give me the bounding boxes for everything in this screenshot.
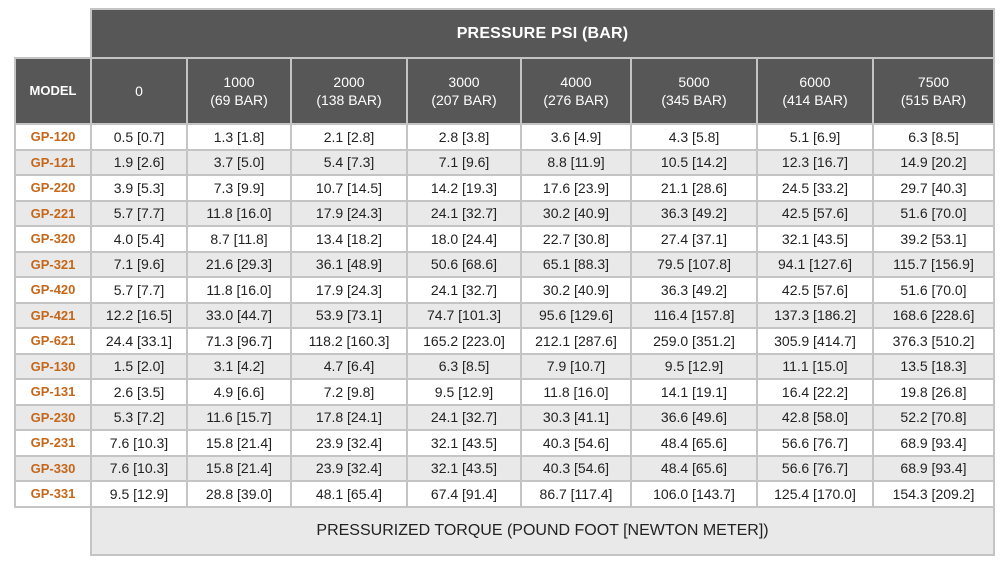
torque-value-cell: 6.3 [8.5] <box>407 354 521 380</box>
torque-value-cell: 16.4 [22.2] <box>757 379 873 405</box>
torque-value-cell: 40.3 [54.6] <box>521 430 631 456</box>
torque-value-cell: 3.1 [4.2] <box>187 354 291 380</box>
model-column-header: MODEL <box>15 58 91 124</box>
model-name-cell: GP-331 <box>15 481 91 507</box>
torque-value-cell: 7.1 [9.6] <box>407 150 521 176</box>
torque-value-cell: 42.8 [58.0] <box>757 405 873 431</box>
table-row <box>15 124 994 150</box>
torque-value-cell: 5.7 [7.7] <box>91 201 187 227</box>
torque-table <box>14 8 995 556</box>
torque-value-cell: 86.7 [117.4] <box>521 481 631 507</box>
torque-value-cell: 137.3 [186.2] <box>757 303 873 329</box>
pressure-psi-label: 6000 <box>799 74 831 90</box>
pressure-bar-label: (345 BAR) <box>661 92 727 108</box>
torque-value-cell: 9.5 [12.9] <box>91 481 187 507</box>
torque-value-cell: 48.1 [65.4] <box>291 481 407 507</box>
torque-value-cell: 56.6 [76.7] <box>757 430 873 456</box>
torque-value-cell: 33.0 [44.7] <box>187 303 291 329</box>
torque-value-cell: 42.5 [57.6] <box>757 277 873 303</box>
torque-value-cell: 24.1 [32.7] <box>407 201 521 227</box>
torque-value-cell: 18.0 [24.4] <box>407 226 521 252</box>
torque-value-cell: 7.6 [10.3] <box>91 430 187 456</box>
model-name-cell: GP-621 <box>15 328 91 354</box>
torque-value-cell: 32.1 [43.5] <box>407 456 521 482</box>
pressure-bar-label: (69 BAR) <box>210 92 268 108</box>
pressure-bar-label: (515 BAR) <box>900 92 967 108</box>
torque-value-cell: 36.3 [49.2] <box>631 201 757 227</box>
torque-value-cell: 15.8 [21.4] <box>187 456 291 482</box>
torque-value-cell: 40.3 [54.6] <box>521 456 631 482</box>
model-name-cell: GP-230 <box>15 405 91 431</box>
table-row <box>15 328 994 354</box>
pressure-column-header <box>91 58 187 124</box>
pressure-column-header <box>757 58 873 124</box>
pressure-column-header <box>521 58 631 124</box>
torque-value-cell: 14.9 [20.2] <box>873 150 994 176</box>
torque-value-cell: 5.4 [7.3] <box>291 150 407 176</box>
torque-value-cell: 7.2 [9.8] <box>291 379 407 405</box>
model-name-cell: GP-121 <box>15 150 91 176</box>
torque-value-cell: 4.3 [5.8] <box>631 124 757 150</box>
pressure-psi-label: 3000 <box>448 74 480 90</box>
torque-value-cell: 12.2 [16.5] <box>91 303 187 329</box>
pressure-psi-label: 2000 <box>333 74 365 90</box>
torque-value-cell: 30.2 [40.9] <box>521 277 631 303</box>
torque-value-cell: 7.9 [10.7] <box>521 354 631 380</box>
pressure-column-header <box>407 58 521 124</box>
model-name-cell: GP-220 <box>15 175 91 201</box>
torque-value-cell: 165.2 [223.0] <box>407 328 521 354</box>
torque-value-cell: 21.6 [29.3] <box>187 252 291 278</box>
table-row <box>15 430 994 456</box>
pressure-psi-label: 5000 <box>678 74 710 90</box>
torque-value-cell: 8.8 [11.9] <box>521 150 631 176</box>
torque-value-cell: 23.9 [32.4] <box>291 456 407 482</box>
pressure-psi-label: 7500 <box>917 74 950 90</box>
torque-value-cell: 14.2 [19.3] <box>407 175 521 201</box>
torque-value-cell: 10.5 [14.2] <box>631 150 757 176</box>
torque-value-cell: 68.9 [93.4] <box>873 456 994 482</box>
pressure-column-header <box>291 58 407 124</box>
table-row <box>15 252 994 278</box>
torque-value-cell: 116.4 [157.8] <box>631 303 757 329</box>
table-title: PRESSURE PSI (BAR) <box>91 9 994 58</box>
torque-value-cell: 51.6 [70.0] <box>873 201 994 227</box>
pressure-bar-label: (207 BAR) <box>431 92 497 108</box>
pressure-column-header <box>187 58 291 124</box>
pressure-column-header <box>873 58 994 124</box>
torque-value-cell: 2.8 [3.8] <box>407 124 521 150</box>
torque-value-cell: 10.7 [14.5] <box>291 175 407 201</box>
torque-value-cell: 30.3 [41.1] <box>521 405 631 431</box>
torque-value-cell: 28.8 [39.0] <box>187 481 291 507</box>
pressure-psi-label: 0 <box>135 83 143 99</box>
torque-value-cell: 4.0 [5.4] <box>91 226 187 252</box>
torque-value-cell: 79.5 [107.8] <box>631 252 757 278</box>
table-row <box>15 150 994 176</box>
torque-value-cell: 22.7 [30.8] <box>521 226 631 252</box>
table-body <box>15 124 994 507</box>
torque-value-cell: 2.6 [3.5] <box>91 379 187 405</box>
torque-value-cell: 3.7 [5.0] <box>187 150 291 176</box>
torque-value-cell: 71.3 [96.7] <box>187 328 291 354</box>
torque-value-cell: 9.5 [12.9] <box>631 354 757 380</box>
torque-value-cell: 23.9 [32.4] <box>291 430 407 456</box>
torque-value-cell: 50.6 [68.6] <box>407 252 521 278</box>
torque-value-cell: 29.7 [40.3] <box>873 175 994 201</box>
torque-value-cell: 36.6 [49.6] <box>631 405 757 431</box>
table-row <box>15 303 994 329</box>
pressure-psi-label: 4000 <box>560 74 592 90</box>
torque-value-cell: 24.1 [32.7] <box>407 277 521 303</box>
pressure-column-header <box>631 58 757 124</box>
torque-value-cell: 2.1 [2.8] <box>291 124 407 150</box>
torque-value-cell: 3.6 [4.9] <box>521 124 631 150</box>
table-row <box>15 481 994 507</box>
pressure-bar-label: (276 BAR) <box>543 92 609 108</box>
torque-value-cell: 30.2 [40.9] <box>521 201 631 227</box>
torque-value-cell: 115.7 [156.9] <box>873 252 994 278</box>
torque-value-cell: 67.4 [91.4] <box>407 481 521 507</box>
table-row <box>15 226 994 252</box>
torque-value-cell: 7.1 [9.6] <box>91 252 187 278</box>
torque-value-cell: 13.4 [18.2] <box>291 226 407 252</box>
table-row <box>15 175 994 201</box>
torque-value-cell: 212.1 [287.6] <box>521 328 631 354</box>
torque-value-cell: 17.9 [24.3] <box>291 201 407 227</box>
table-row <box>15 354 994 380</box>
torque-value-cell: 32.1 [43.5] <box>407 430 521 456</box>
torque-value-cell: 39.2 [53.1] <box>873 226 994 252</box>
torque-value-cell: 19.8 [26.8] <box>873 379 994 405</box>
model-name-cell: GP-130 <box>15 354 91 380</box>
torque-value-cell: 11.6 [15.7] <box>187 405 291 431</box>
model-name-cell: GP-231 <box>15 430 91 456</box>
torque-value-cell: 11.1 [15.0] <box>757 354 873 380</box>
torque-value-cell: 94.1 [127.6] <box>757 252 873 278</box>
model-name-cell: GP-420 <box>15 277 91 303</box>
table-row <box>15 405 994 431</box>
torque-value-cell: 0.5 [0.7] <box>91 124 187 150</box>
torque-value-cell: 8.7 [11.8] <box>187 226 291 252</box>
model-name-cell: GP-320 <box>15 226 91 252</box>
torque-value-cell: 168.6 [228.6] <box>873 303 994 329</box>
torque-value-cell: 1.3 [1.8] <box>187 124 291 150</box>
torque-value-cell: 5.1 [6.9] <box>757 124 873 150</box>
torque-value-cell: 6.3 [8.5] <box>873 124 994 150</box>
torque-value-cell: 74.7 [101.3] <box>407 303 521 329</box>
torque-value-cell: 65.1 [88.3] <box>521 252 631 278</box>
torque-value-cell: 56.6 [76.7] <box>757 456 873 482</box>
model-name-cell: GP-421 <box>15 303 91 329</box>
pressure-bar-label: (414 BAR) <box>782 92 848 108</box>
torque-value-cell: 305.9 [414.7] <box>757 328 873 354</box>
torque-value-cell: 13.5 [18.3] <box>873 354 994 380</box>
torque-value-cell: 11.8 [16.0] <box>187 201 291 227</box>
torque-value-cell: 1.5 [2.0] <box>91 354 187 380</box>
torque-value-cell: 27.4 [37.1] <box>631 226 757 252</box>
torque-value-cell: 21.1 [28.6] <box>631 175 757 201</box>
torque-value-cell: 125.4 [170.0] <box>757 481 873 507</box>
torque-value-cell: 154.3 [209.2] <box>873 481 994 507</box>
torque-value-cell: 24.4 [33.1] <box>91 328 187 354</box>
torque-value-cell: 1.9 [2.6] <box>91 150 187 176</box>
torque-value-cell: 17.9 [24.3] <box>291 277 407 303</box>
torque-value-cell: 376.3 [510.2] <box>873 328 994 354</box>
table-row <box>15 201 994 227</box>
torque-value-cell: 11.8 [16.0] <box>521 379 631 405</box>
torque-value-cell: 15.8 [21.4] <box>187 430 291 456</box>
table-row <box>15 379 994 405</box>
torque-value-cell: 68.9 [93.4] <box>873 430 994 456</box>
torque-value-cell: 3.9 [5.3] <box>91 175 187 201</box>
torque-value-cell: 118.2 [160.3] <box>291 328 407 354</box>
torque-value-cell: 7.6 [10.3] <box>91 456 187 482</box>
torque-value-cell: 14.1 [19.1] <box>631 379 757 405</box>
torque-value-cell: 12.3 [16.7] <box>757 150 873 176</box>
torque-value-cell: 7.3 [9.9] <box>187 175 291 201</box>
torque-value-cell: 36.3 [49.2] <box>631 277 757 303</box>
torque-value-cell: 17.8 [24.1] <box>291 405 407 431</box>
table-row <box>15 456 994 482</box>
torque-value-cell: 259.0 [351.2] <box>631 328 757 354</box>
torque-value-cell: 4.9 [6.6] <box>187 379 291 405</box>
pressure-psi-label: 1000 <box>223 74 255 90</box>
model-name-cell: GP-120 <box>15 124 91 150</box>
torque-value-cell: 9.5 [12.9] <box>407 379 521 405</box>
corner-blank <box>15 9 91 58</box>
model-name-cell: GP-330 <box>15 456 91 482</box>
table-footer: PRESSURIZED TORQUE (POUND FOOT [NEWTON METER]) <box>91 507 994 555</box>
torque-value-cell: 36.1 [48.9] <box>291 252 407 278</box>
torque-value-cell: 5.7 [7.7] <box>91 277 187 303</box>
torque-value-cell: 42.5 [57.6] <box>757 201 873 227</box>
torque-value-cell: 4.7 [6.4] <box>291 354 407 380</box>
model-name-cell: GP-221 <box>15 201 91 227</box>
torque-value-cell: 95.6 [129.6] <box>521 303 631 329</box>
torque-value-cell: 51.6 [70.0] <box>873 277 994 303</box>
torque-value-cell: 32.1 [43.5] <box>757 226 873 252</box>
torque-value-cell: 53.9 [73.1] <box>291 303 407 329</box>
model-name-cell: GP-131 <box>15 379 91 405</box>
model-name-cell: GP-321 <box>15 252 91 278</box>
torque-value-cell: 106.0 [143.7] <box>631 481 757 507</box>
torque-value-cell: 24.5 [33.2] <box>757 175 873 201</box>
torque-value-cell: 48.4 [65.6] <box>631 456 757 482</box>
pressure-bar-label: (138 BAR) <box>316 92 382 108</box>
torque-value-cell: 48.4 [65.6] <box>631 430 757 456</box>
torque-value-cell: 17.6 [23.9] <box>521 175 631 201</box>
torque-value-cell: 5.3 [7.2] <box>91 405 187 431</box>
table-row <box>15 277 994 303</box>
torque-value-cell: 24.1 [32.7] <box>407 405 521 431</box>
torque-value-cell: 11.8 [16.0] <box>187 277 291 303</box>
footer-blank <box>15 507 91 555</box>
torque-value-cell: 52.2 [70.8] <box>873 405 994 431</box>
